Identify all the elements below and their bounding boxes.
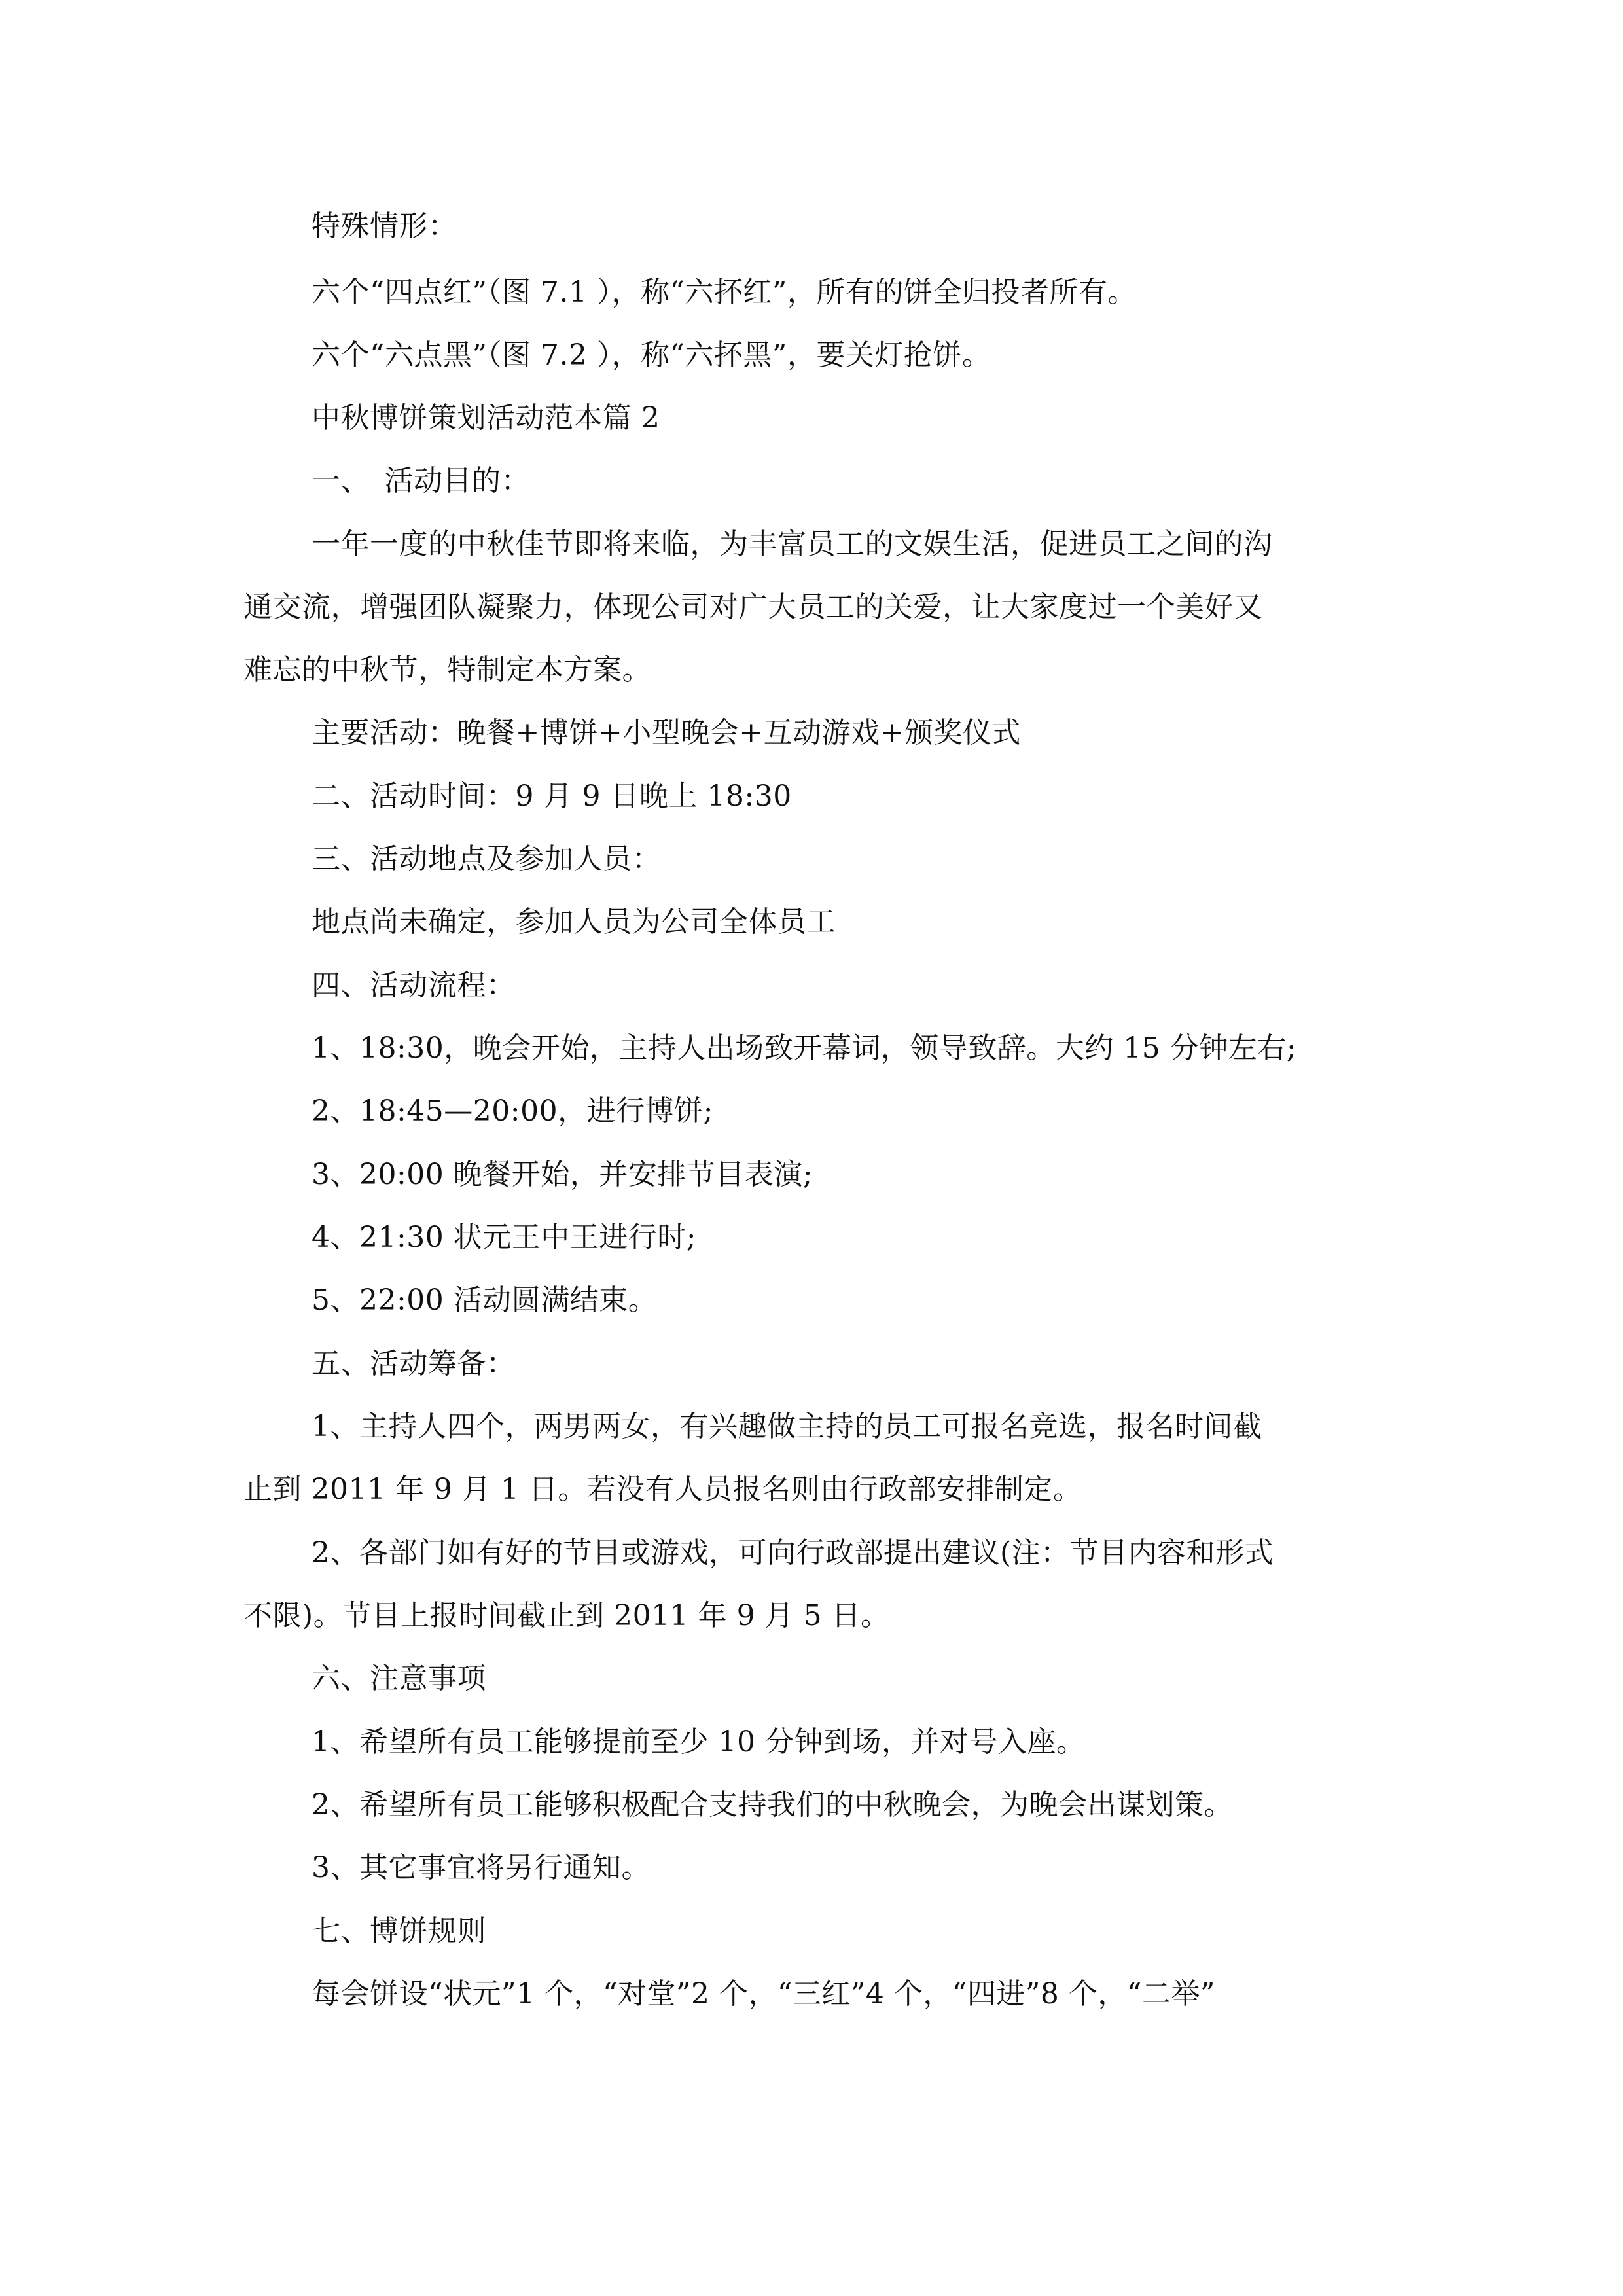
list-item: 止到 2011 年 9 月 1 日。若没有人员报名则由行政部安排制定。 (243, 1473, 1082, 1506)
list-item: 1、18:30，晚会开始，主持人出场致开幕词，领导致辞。大约 15 分钟左右; (312, 1031, 1297, 1065)
text-line: 六个“六点黑”（图 7.2 ），称“六抔黑”，要关灯抢饼。 (312, 338, 991, 372)
list-item: 4、21:30 状元王中王进行时; (312, 1221, 697, 1254)
list-item: 不限)。节目上报时间截止到 2011 年 9 月 5 日。 (243, 1599, 890, 1632)
text-line: 地点尚未确定，参加人员为公司全体员工 (312, 905, 836, 939)
list-item: 1、希望所有员工能够提前至少 10 分钟到场，并对号入座。 (312, 1725, 1086, 1759)
section-heading: 二、活动时间：9 月 9 日晚上 18:30 (312, 780, 792, 813)
section-heading: 中秋博饼策划活动范本篇 2 (312, 401, 660, 435)
section-heading: 五、活动筹备： (312, 1347, 516, 1380)
section-heading: 七、博饼规则 (312, 1914, 486, 1948)
text-line: 特殊情形： (312, 209, 457, 243)
section-heading: 四、活动流程： (312, 969, 516, 1002)
list-item: 2、各部门如有好的节目或游戏，可向行政部提出建议(注：节目内容和形式 (312, 1536, 1274, 1570)
paragraph-line: 难忘的中秋节，特制定本方案。 (243, 653, 651, 687)
list-item: 3、其它事宜将另行通知。 (312, 1851, 651, 1884)
section-heading: 六、注意事项 (312, 1662, 486, 1695)
text-line: 六个“四点红”（图 7.1 ），称“六抔红”，所有的饼全归投者所有。 (312, 276, 1137, 309)
paragraph-line: 每会饼设“状元”1 个，“对堂”2 个，“三红”4 个，“四进”8 个，“二举” (312, 1977, 1215, 2011)
paragraph-line: 通交流，增强团队凝聚力，体现公司对广大员工的关爱，让大家度过一个美好又 (243, 590, 1263, 624)
section-heading: 一、 活动目的： (312, 464, 530, 497)
list-item: 1、主持人四个，两男两女，有兴趣做主持的员工可报名竞选，报名时间截 (312, 1410, 1262, 1443)
section-heading: 三、活动地点及参加人员： (312, 842, 661, 876)
list-item: 2、18:45—20:00，进行博饼; (312, 1094, 713, 1128)
list-item: 5、22:00 活动圆满结束。 (312, 1283, 658, 1317)
list-item: 2、希望所有员工能够积极配合支持我们的中秋晚会，为晚会出谋划策。 (312, 1788, 1233, 1821)
paragraph-line: 一年一度的中秋佳节即将来临，为丰富员工的文娱生活，促进员工之间的沟 (312, 528, 1273, 561)
list-item: 3、20:00 晚餐开始，并安排节目表演; (312, 1158, 813, 1191)
text-line: 主要活动：晚餐+博饼+小型晚会+互动游戏+颁奖仪式 (312, 716, 1021, 749)
